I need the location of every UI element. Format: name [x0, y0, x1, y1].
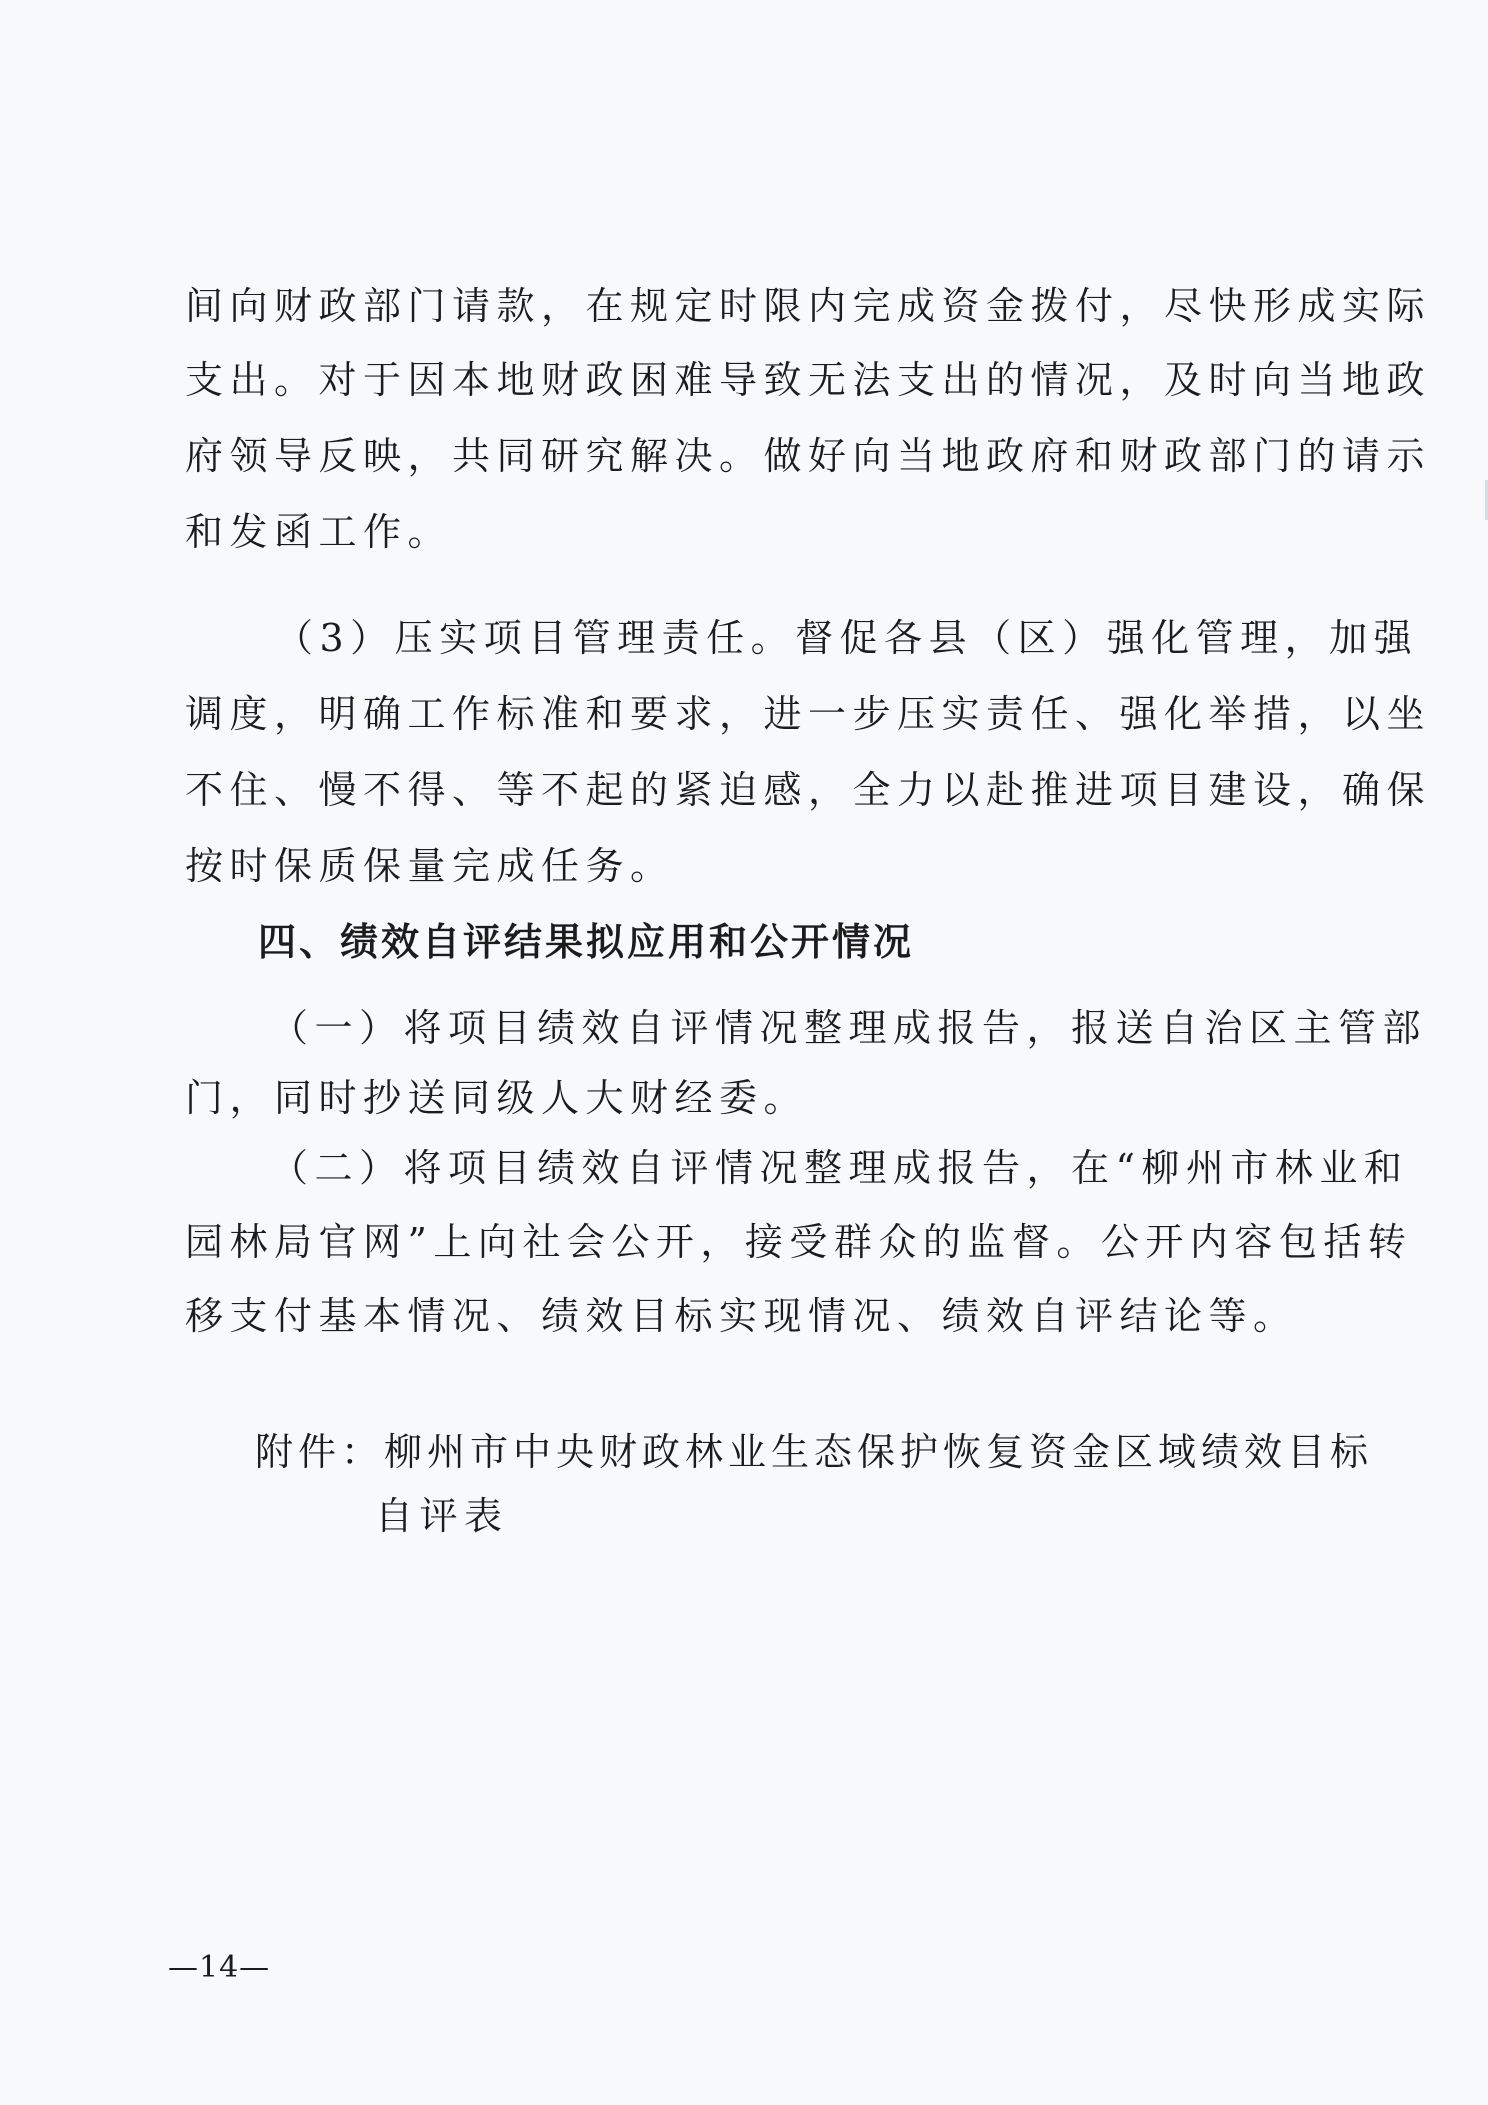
paragraph-2-line-3: 不住、慢不得、等不起的紧迫感，全力以赴推进项目建设，确保: [185, 768, 1432, 812]
paragraph-4-line-3: 移支付基本情况、绩效目标实现情况、绩效自评结论等。: [185, 1294, 1298, 1338]
page-number: —14—: [168, 1950, 271, 1985]
paragraph-3-line-2: 门，同时抄送同级人大财经委。: [185, 1076, 809, 1120]
section-4-heading: 四、绩效自评结果拟应用和公开情况: [258, 920, 915, 964]
paragraph-1-line-4: 和发函工作。: [185, 510, 453, 554]
paragraph-1-line-2: 支出。对于因本地财政困难导致无法支出的情况，及时向当地政: [185, 358, 1432, 402]
paragraph-4-line-1: （二）将项目绩效自评情况整理成报告，在“柳州市林业和: [270, 1146, 1409, 1190]
paragraph-4-line-2: 园林局官网”上向社会公开，接受群众的监督。公开内容包括转: [185, 1220, 1413, 1264]
paragraph-1-line-1: 间向财政部门请款，在规定时限内完成资金拨付，尽快形成实际: [185, 284, 1432, 328]
paragraph-2-line-4: 按时保质保量完成任务。: [185, 844, 675, 888]
paragraph-2-line-1: （3）压实项目管理责任。督促各县（区）强化管理，加强: [275, 616, 1419, 660]
paragraph-2-line-2: 调度，明确工作标准和要求，进一步压实责任、强化举措，以坐: [185, 692, 1432, 736]
attachment-line-1: 附件：柳州市中央财政林业生态保护恢复资金区域绩效目标: [255, 1430, 1374, 1474]
paragraph-3-line-1: （一）将项目绩效自评情况整理成报告，报送自治区主管部: [270, 1006, 1428, 1050]
paragraph-1-line-3: 府领导反映，共同研究解决。做好向当地政府和财政部门的请示: [185, 434, 1432, 478]
attachment-line-2: 自评表: [375, 1494, 509, 1538]
